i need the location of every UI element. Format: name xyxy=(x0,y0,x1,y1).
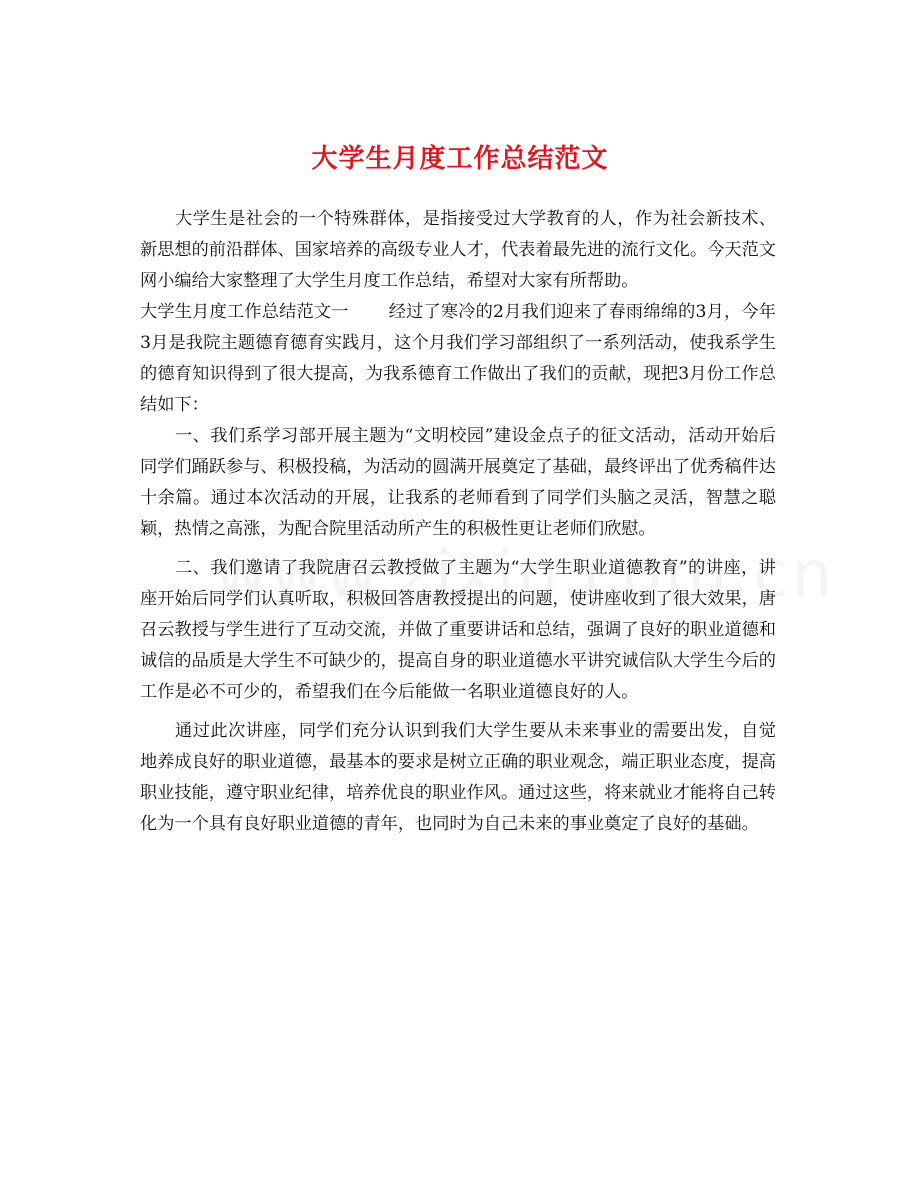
section-first-text: 经过了寒冷的2月我们迎来了春雨绵绵的3月，今年3月是我院主题德育德育实践月，这个月我们学习部组织了一系列活动，使我系学生的德育知识得到了很大提高，为我系德育工作做出了我们的贡献，现把3月份工作总结如下： xyxy=(140,302,776,415)
section-paragraph xyxy=(140,297,776,421)
intro-paragraph: 大学生是社会的一个特殊群体，是指接受过大学教育的人，作为社会新技术、新思想的前沿群体、国家培养的高级专业人才，代表着最先进的流行文化。今天范文网小编给大家整理了大学生月度工作总结，希望对大家有所帮助。 xyxy=(140,209,776,291)
conclusion-paragraph: 通过此次讲座，同学们充分认识到我们大学生要从未来事业的需要出发，自觉地养成良好的职业道德，最基本的要求是树立正确的职业观念，端正职业态度，提高职业技能，遵守职业纪律，培养优良的职业作风。通过这些，将来就业才能将自己转化为一个具有良好职业道德的青年，也同时为自己未来的事业奠定了良好的基础。 xyxy=(140,721,776,834)
point-two-paragraph: 二、我们邀请了我院唐召云教授做了主题为“大学生职业道德教育”的讲座，讲座开始后同学们认真听取，积极回答唐教授提出的问题，使讲座收到了很大效果，唐召云教授与学生进行了互动交流，并做了重要讲话和总结，强调了良好的职业道德和诚信的品质是大学生不可缺少的，提高自身的职业道德水平讲究诚信队大学生今后的工作是必不可少的，希望我们在今后能做一名职业道德良好的人。 xyxy=(140,558,776,702)
document-body xyxy=(140,204,776,840)
point-one-paragraph: 一、我们系学习部开展主题为“文明校园”建设金点子的征文活动，活动开始后同学们踊跃参与、积极投稿，为活动的圆满开展奠定了基础，最终评出了优秀稿件达十余篇。通过本次活动的开展，让我系的老师看到了同学们头脑之灵活，智慧之聪颖，热情之高涨，为配合院里活动所产生的积极性更让老师们欣慰。 xyxy=(140,426,776,539)
section-label: 大学生月度工作总结范文一 xyxy=(140,302,349,322)
document-title: 大学生月度工作总结范文 xyxy=(311,144,609,175)
